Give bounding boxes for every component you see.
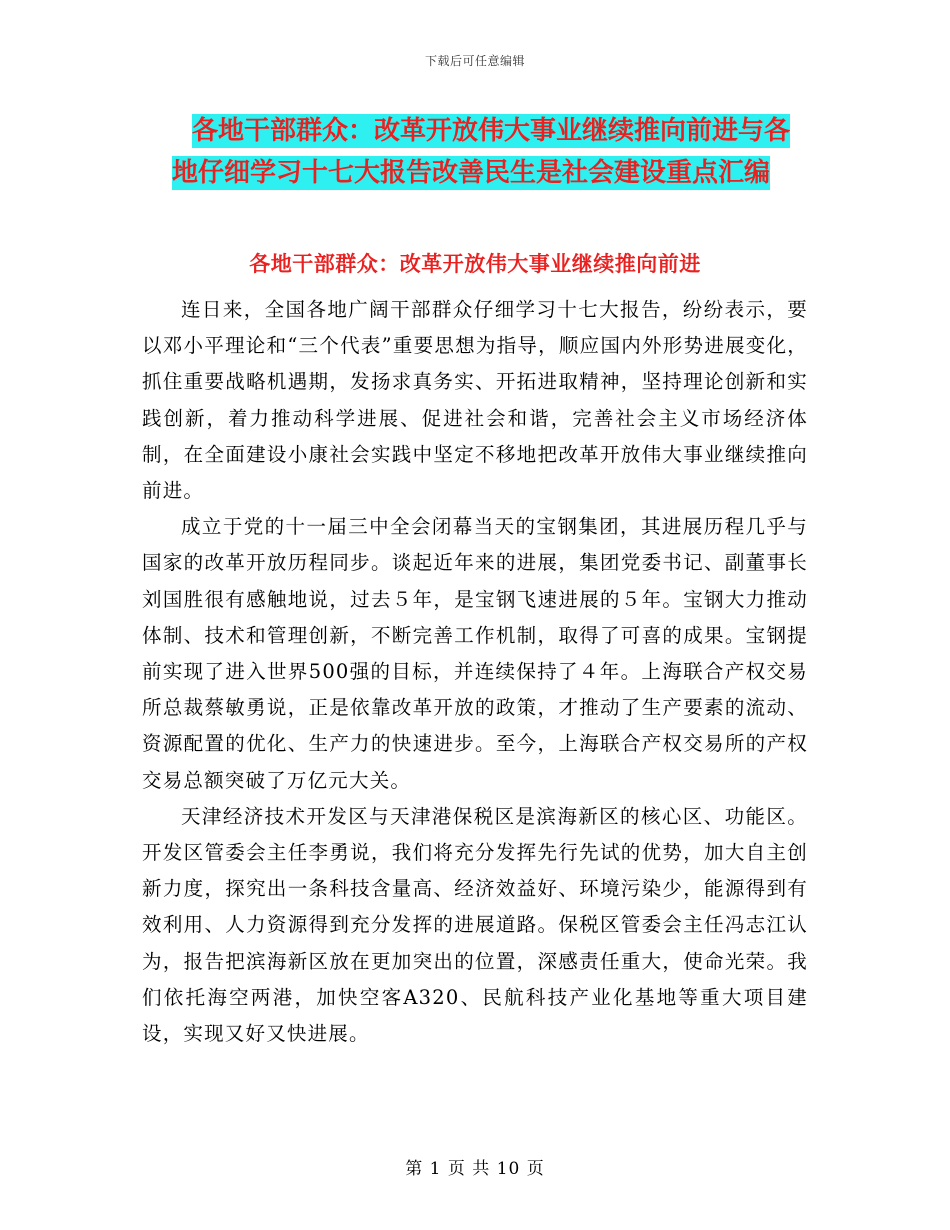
paragraph: 连日来，全国各地广阔干部群众仔细学习十七大报告，纷纷表示，要以邓小平理论和“三个代表”重要思想为指导，顺应国内外形势进展变化，抓住重要战略机遇期，发扬求真务实、开拓进取精神，坚持理论创新和实践创新，着力推动科学进展、促进社会和谐，完善社会主义市场经济体制，在全面建设小康社会实践中坚定不移地把改革开放伟大事业继续推向前进。 — [142, 298, 808, 503]
document-title-line-1: 各地干部群众：改革开放伟大事业继续推向前进与各 — [192, 116, 791, 146]
page-number: 第 1 页 共 10 页 — [405, 1159, 545, 1179]
document-title-line-2: 地仔细学习十七大报告改善民生是社会建设重点汇编 — [172, 158, 771, 188]
document-title — [150, 110, 850, 194]
paragraph: 天津经济技术开发区与天津港保税区是滨海新区的核心区、功能区。开发区管委会主任李勇说，我们将充分发挥先行先试的优势，加大自主创新力度，探究出一条科技含量高、经济效益好、环境污染少，能源得到有效利用、人力资源得到充分发挥的进展道路。保税区管委会主任冯志江认为，报告把滨海新区放在更加突出的位置，深感责任重大，使命光荣。我们依托海空两港，加快空客A320、民航科技产业化基地等重大项目建设，实现又好又快进展。 — [142, 804, 808, 1046]
section-heading: 各地干部群众：改革开放伟大事业继续推向前进 — [249, 252, 701, 276]
page-header-note: 下载后可任意编辑 — [424, 54, 525, 68]
paragraph: 成立于党的十一届三中全会闭幕当天的宝钢集团，其进展历程几乎与国家的改革开放历程同步。谈起近年来的进展，集团党委书记、副董事长刘国胜很有感触地说，过去５年，是宝钢飞速进展的５年。宝钢大力推动体制、技术和管理创新，不断完善工作机制，取得了可喜的成果。宝钢提前实现了进入世界500强的目标，并连续保持了４年。上海联合产权交易所总裁蔡敏勇说，正是依靠改革开放的政策，才推动了生产要素的流动、资源配置的优化、生产力的快速进步。至今，上海联合产权交易所的产权交易总额突破了万亿元大关。 — [142, 515, 808, 792]
article-body — [142, 292, 808, 1052]
